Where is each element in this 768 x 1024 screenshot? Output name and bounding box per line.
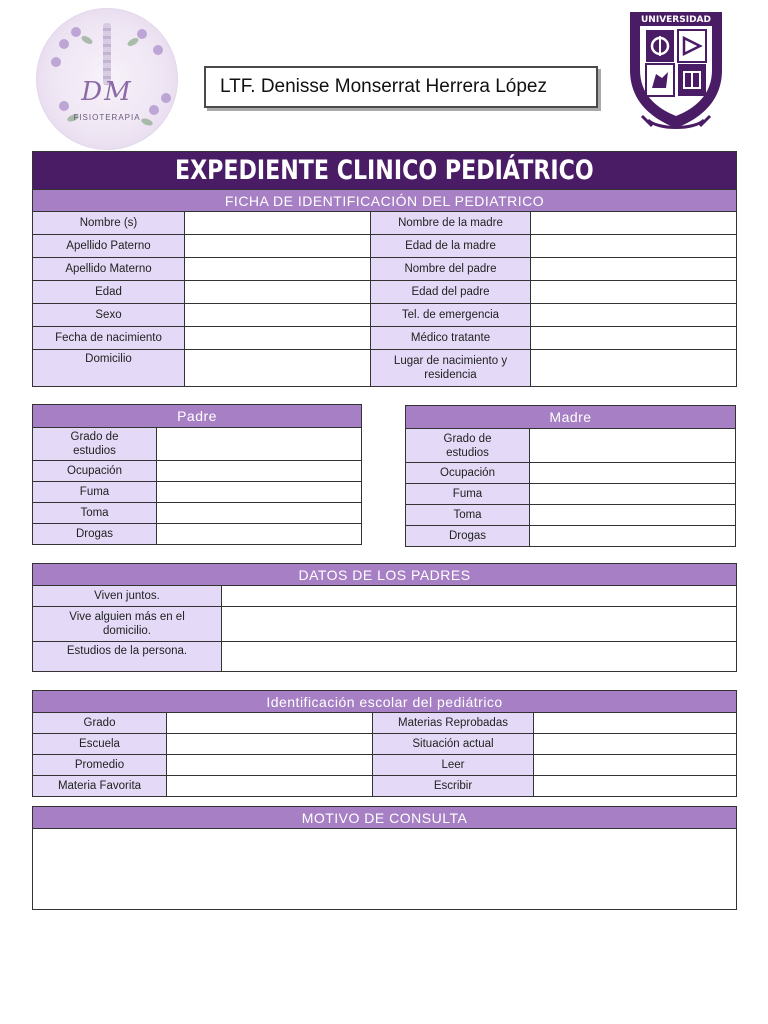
university-seal-icon [624, 8, 728, 140]
label-nombre-madre: Nombre de la madre [371, 212, 531, 235]
label-medico-tratante: Médico tratante [371, 327, 531, 350]
field-lugar-nacimiento[interactable] [531, 350, 737, 387]
field-sexo[interactable] [185, 304, 371, 327]
label-domicilio: Domicilio [33, 350, 185, 387]
datos-padres-heading: DATOS DE LOS PADRES [33, 564, 737, 586]
field-fecha-nacimiento[interactable] [185, 327, 371, 350]
field-nombre-padre[interactable] [531, 258, 737, 281]
field-nombre-madre[interactable] [531, 212, 737, 235]
label-viven-juntos: Viven juntos. [33, 586, 222, 607]
label-apellido-materno: Apellido Materno [33, 258, 185, 281]
field-padre-fuma[interactable] [157, 482, 362, 503]
escolar-table [32, 690, 737, 797]
field-padre-toma[interactable] [157, 503, 362, 524]
datos-padres-table [32, 563, 737, 672]
field-motivo-consulta[interactable] [33, 829, 737, 910]
field-vive-alguien-mas[interactable] [222, 607, 737, 642]
document-title: EXPEDIENTE CLINICO PEDIÁTRICO [33, 152, 737, 190]
label-sexo: Sexo [33, 304, 185, 327]
label-materias-reprobadas: Materias Reprobadas [373, 713, 534, 734]
field-leer[interactable] [534, 755, 737, 776]
field-escribir[interactable] [534, 776, 737, 797]
field-promedio[interactable] [167, 755, 373, 776]
logo-subtitle: FISIOTERAPIA [73, 113, 141, 122]
label-padre-grado: Grado de estudios [33, 428, 157, 461]
padre-table [32, 404, 362, 545]
field-madre-ocupacion[interactable] [530, 463, 736, 484]
field-edad[interactable] [185, 281, 371, 304]
field-edad-madre[interactable] [531, 235, 737, 258]
label-madre-grado: Grado de estudios [406, 429, 530, 463]
spine-illustration [103, 23, 111, 85]
label-vive-alguien-mas: Vive alguien más en el domicilio. [33, 607, 222, 642]
label-madre-toma: Toma [406, 505, 530, 526]
field-domicilio[interactable] [185, 350, 371, 387]
field-estudios-persona[interactable] [222, 642, 737, 672]
label-leer: Leer [373, 755, 534, 776]
identification-table [32, 151, 737, 387]
label-nombre: Nombre (s) [33, 212, 185, 235]
label-edad: Edad [33, 281, 185, 304]
clinic-logo [36, 8, 178, 150]
field-madre-grado[interactable] [530, 429, 736, 463]
field-materias-reprobadas[interactable] [534, 713, 737, 734]
field-madre-fuma[interactable] [530, 484, 736, 505]
therapist-name: LTF. Denisse Monserrat Herrera López [220, 76, 547, 97]
field-materia-favorita[interactable] [167, 776, 373, 797]
logo-monogram: DM [81, 77, 133, 107]
label-padre-fuma: Fuma [33, 482, 157, 503]
field-nombre[interactable] [185, 212, 371, 235]
field-madre-toma[interactable] [530, 505, 736, 526]
label-madre-drogas: Drogas [406, 526, 530, 547]
field-escuela[interactable] [167, 734, 373, 755]
label-escuela: Escuela [33, 734, 167, 755]
field-apellido-paterno[interactable] [185, 235, 371, 258]
field-edad-padre[interactable] [531, 281, 737, 304]
field-viven-juntos[interactable] [222, 586, 737, 607]
label-situacion-actual: Situación actual [373, 734, 534, 755]
field-situacion-actual[interactable] [534, 734, 737, 755]
label-escribir: Escribir [373, 776, 534, 797]
therapist-name-box [204, 66, 598, 108]
field-tel-emergencia[interactable] [531, 304, 737, 327]
label-grado: Grado [33, 713, 167, 734]
escolar-heading: Identificación escolar del pediátrico [33, 691, 737, 713]
field-grado[interactable] [167, 713, 373, 734]
label-padre-toma: Toma [33, 503, 157, 524]
field-padre-grado[interactable] [157, 428, 362, 461]
identification-heading: FICHA DE IDENTIFICACIÓN DEL PEDIATRICO [33, 190, 737, 212]
label-padre-drogas: Drogas [33, 524, 157, 545]
label-promedio: Promedio [33, 755, 167, 776]
field-medico-tratante[interactable] [531, 327, 737, 350]
svg-text:UNIVERSIDAD: UNIVERSIDAD [641, 15, 711, 25]
label-madre-fuma: Fuma [406, 484, 530, 505]
label-apellido-paterno: Apellido Paterno [33, 235, 185, 258]
label-edad-padre: Edad del padre [371, 281, 531, 304]
field-padre-ocupacion[interactable] [157, 461, 362, 482]
label-lugar-nacimiento: Lugar de nacimiento y residencia [371, 350, 531, 387]
field-padre-drogas[interactable] [157, 524, 362, 545]
label-padre-ocupacion: Ocupación [33, 461, 157, 482]
field-madre-drogas[interactable] [530, 526, 736, 547]
field-apellido-materno[interactable] [185, 258, 371, 281]
padre-heading: Padre [33, 405, 362, 428]
motivo-heading: MOTIVO DE CONSULTA [33, 807, 737, 829]
label-madre-ocupacion: Ocupación [406, 463, 530, 484]
label-estudios-persona: Estudios de la persona. [33, 642, 222, 672]
label-nombre-padre: Nombre del padre [371, 258, 531, 281]
madre-heading: Madre [406, 406, 736, 429]
label-tel-emergencia: Tel. de emergencia [371, 304, 531, 327]
label-fecha-nacimiento: Fecha de nacimiento [33, 327, 185, 350]
label-edad-madre: Edad de la madre [371, 235, 531, 258]
madre-table [405, 405, 736, 547]
motivo-table [32, 806, 737, 910]
label-materia-favorita: Materia Favorita [33, 776, 167, 797]
